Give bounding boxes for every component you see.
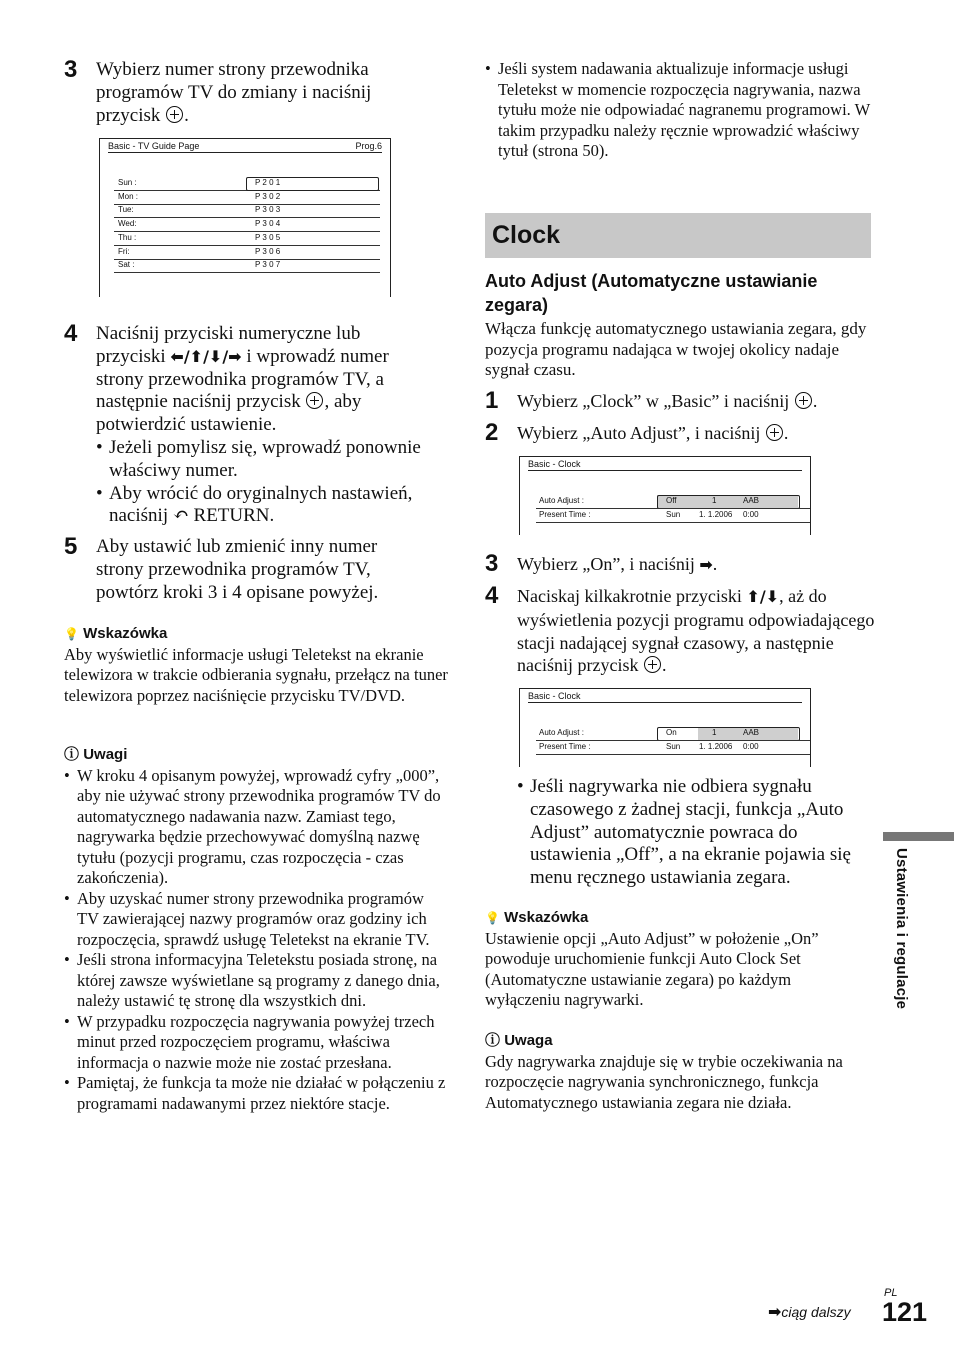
page-number-cell: P 3 0 7	[255, 260, 281, 270]
step-number: 4	[485, 582, 499, 609]
guide-row	[114, 232, 380, 246]
step-number: 2	[485, 419, 499, 446]
list-item: • Jeśli system nadawania aktualizuje informacje usługi Teletekst w momencie rozpoczęcia nagrywania, nazwa tytułu może nie odpowiadać nagranemu programowi. W takim przypadku należy ręcznie wprowadzić właściwy tytuł (strona 50).	[485, 59, 875, 162]
list-item: • Jeżeli pomylisz się, wprowadź ponownie właściwy numer.	[96, 437, 451, 483]
enter-button-icon	[306, 392, 323, 409]
lightbulb-icon: 💡	[64, 627, 79, 641]
step-number: 3	[64, 56, 78, 83]
page-number-cell: P 3 0 5	[255, 232, 281, 242]
list-item: • Jeśli nagrywarka nie odbiera sygnału czasowego z żadnej stacji, funkcja „Auto Adjust” automatycznie powraca do ustawienia „Off”, a na ekranie pojawia się menu ręcznego ustawiania zegara.	[517, 776, 869, 890]
value-cell: 1	[712, 728, 717, 737]
day-label: Mon :	[118, 191, 139, 201]
tip-text: Ustawienie opcji „Auto Adjust” w położenie „On” powoduje uruchomienie funkcji Auto Clock Set (Automatyczne ustawianie zegara) po każdym wyłączeniu nagrywarki.	[485, 928, 819, 1009]
section-title: Clock	[492, 221, 561, 249]
tv-guide-screen	[99, 138, 391, 297]
screen-title: Basic - Clock	[528, 459, 581, 469]
step-number: 3	[485, 550, 499, 577]
arrow-buttons-icon: ⬅/⬆/⬇/➡	[170, 346, 242, 366]
screen-title: Basic - TV Guide Page	[108, 141, 200, 151]
value-cell: Sun	[666, 742, 681, 751]
section-banner	[485, 213, 871, 258]
tip-text: Aby wyświetlić informacje usługi Teletekst na ekranie telewizora w trakcie odbierania sygnału, przełącz na tuner telewizora poprzez naciśnięcie przycisku TV/DVD.	[64, 644, 448, 705]
enter-button-icon	[644, 656, 661, 673]
step-text: Wybierz „Auto Adjust”, i naciśnij .	[517, 423, 789, 443]
list-item: • Pamiętaj, że funkcja ta może nie działać w połączeniu z programami nadawanymi przez niektóre stacje.	[64, 1073, 449, 1114]
page-number-cell: P 3 0 4	[255, 219, 281, 229]
list-item: • Aby wrócić do oryginalnych nastawień, naciśnij ↶ RETURN.	[96, 483, 451, 529]
note-text: Gdy nagrywarka znajduje się w trybie oczekiwania na rozpoczęcie nagrywania synchronicznego, funkcja Automatycznego ustawiania zegara nie działa.	[485, 1051, 843, 1112]
clock-bullet	[517, 776, 869, 890]
subheading: Auto Adjust (Automatyczne ustawianie zegara)	[485, 271, 818, 315]
language-code: PL	[884, 1287, 898, 1299]
notes-icon: ⓘ	[64, 746, 80, 763]
sidebar-label: Ustawienia i regulacje	[893, 848, 910, 1010]
value-cell: AAB	[743, 496, 760, 505]
right-arrow-icon: ➡	[768, 1302, 782, 1321]
lightbulb-icon: 💡	[485, 911, 500, 925]
clock-screen-on	[519, 688, 811, 767]
up-down-arrows-icon: ⬆/⬇	[746, 587, 780, 606]
row-label: Auto Adjust :	[539, 728, 584, 737]
step-text: Wybierz „Clock” w „Basic” i naciśnij .	[517, 391, 818, 411]
step-text: Wybierz numer strony przewodnika programów TV do zmiany i naciśnij przycisk .	[96, 59, 372, 126]
step-number: 4	[64, 320, 78, 347]
guide-row	[114, 191, 380, 205]
screen-title: Basic - Clock	[528, 691, 581, 701]
step-text: Wybierz „On”, i naciśnij ➡.	[517, 554, 718, 574]
value-cell: 0:00	[743, 742, 759, 751]
tip-box: 💡 Wskazówka Aby wyświetlić informacje usługi Teletekst na ekranie telewizora w trakcie odbierania sygnału, przełącz na tuner telewizora poprzez naciśnięcie przycisku TV/DVD.	[64, 625, 448, 705]
enter-button-icon	[795, 392, 812, 409]
guide-row	[114, 204, 380, 218]
list-item: • W przypadku rozpoczęcia nagrywania powyżej trzech minut przed rozpoczęciem programu, właściwa informacja o nazwie może nie zostać przesłana.	[64, 1012, 449, 1074]
row-label: Auto Adjust :	[539, 496, 584, 505]
screen-header	[528, 459, 802, 471]
value-cell: Off	[666, 496, 677, 505]
return-icon: ↶	[172, 505, 189, 527]
value-cell: 1. 1.2006	[699, 742, 733, 751]
clock-screen-off	[519, 456, 811, 535]
screen-prog: Prog.6	[355, 141, 382, 151]
guide-row	[114, 259, 380, 273]
day-label: Fri:	[118, 246, 130, 256]
step-text: Naciśnij przyciski numeryczne lub przyciski ⬅/⬆/⬇/➡ i wprowadź numer strony przewodnika programów TV, a następnie naciśnij przycisk , aby potwierdzić ustawienie. • Jeżeli pomylisz się, wprowadź ponownie właściwy numer. • Aby wrócić do oryginalnych nastawień, naciśnij ↶ RETURN.	[96, 323, 451, 528]
notes-box: ⓘ Uwagi • W kroku 4 opisanym powyżej, wprowadź cyfry „000”, aby nie używać strony przewodnika programów TV do automatycznego nadawania nazw. Zamiast tego, nagrywarka będzie przechowywać domyślną nazwę tytułu (pozycji programu, czas rozpoczęcia - czas zakończenia). • Aby uzyskać numer strony przewodnika programów TV zawierającej nazwy programów oraz godziny ich rozpoczęcia, sprawdź usługę Teletekst na ekranie TV. • Jeśli strona informacyjna Teletekstu posiada stronę, na której zawsze wyświetlane są programy z danego dnia, należy ustawić tę stronę dla wszystkich dni. • W przypadku rozpoczęcia nagrywania powyżej trzech minut przed rozpoczęciem programu, właściwa informacja o nazwie może nie zostać przesłana. • Pamiętaj, że funkcja ta może nie działać w połączeniu z programami nadawanymi przez niektóre stacje.	[64, 745, 449, 1114]
row-label: Present Time :	[539, 742, 591, 751]
note-box: ⓘ Uwaga Gdy nagrywarka znajduje się w trybie oczekiwania na rozpoczęcie nagrywania synchronicznego, funkcja Automatycznego ustawiania zegara nie działa.	[485, 1031, 870, 1113]
guide-row	[114, 218, 380, 232]
guide-row	[114, 246, 380, 260]
notes-icon: ⓘ	[485, 1032, 501, 1049]
value-cell: Sun	[666, 510, 681, 519]
list-item: • Aby uzyskać numer strony przewodnika programów TV zawierającej nazwy programów oraz godziny ich rozpoczęcia, sprawdź usługę Teletekst na ekranie TV.	[64, 889, 449, 951]
screen-header	[108, 141, 382, 153]
day-label: Wed:	[118, 219, 137, 229]
step-number: 1	[485, 387, 499, 414]
top-bullet	[485, 59, 875, 162]
list-item: • Jeśli strona informacyjna Teletekstu posiada stronę, na której zawsze wyświetlane są programy z danego dnia, należy ustawić tę stronę dla wszystkich dni.	[64, 950, 449, 1012]
value-cell: On	[666, 728, 677, 737]
continued-note: ➡ciąg dalszy	[768, 1302, 851, 1321]
enter-button-icon	[766, 424, 783, 441]
page-number-cell: P 2 0 1	[255, 178, 281, 187]
step-text: Aby ustawić lub zmienić inny numer strony przewodnika programów TV, powtórz kroki 3 i 4 opisane powyżej.	[96, 536, 379, 603]
selected-field	[246, 177, 379, 191]
value-cell: 1	[712, 496, 717, 505]
value-cell: 1. 1.2006	[699, 510, 733, 519]
day-label: Tue:	[118, 205, 134, 215]
page-number-cell: P 3 0 3	[255, 205, 281, 215]
right-arrow-icon: ➡	[699, 555, 713, 574]
value-cell: AAB	[743, 728, 760, 737]
list-item: • W kroku 4 opisanym powyżej, wprowadź cyfry „000”, aby nie używać strony przewodnika programów TV do automatycznego nadawania nazw. Zamiast tego, nagrywarka będzie przechowywać domyślną nazwę tytułu (pozycji programu, czas rozpoczęcia - czas zakończenia).	[64, 766, 449, 889]
page-number-cell: P 3 0 6	[255, 246, 281, 256]
day-label: Sun :	[118, 178, 137, 187]
step-number: 5	[64, 533, 78, 560]
row-label: Present Time :	[539, 510, 591, 519]
enter-button-icon	[166, 106, 183, 123]
sidebar-tab-marker	[883, 832, 954, 841]
screen-header	[528, 691, 802, 703]
step-text: Naciskaj kilkakrotnie przyciski ⬆/⬇, aż do wyświetlenia pozycji programu odpowiadającego stacji nadającej sygnał czasowy, a następnie naciśnij przycisk .	[517, 586, 875, 676]
value-cell: 0:00	[743, 510, 759, 519]
page-number-cell: P 3 0 2	[255, 191, 281, 201]
day-label: Sat :	[118, 260, 135, 270]
day-label: Thu :	[118, 232, 137, 242]
tip-box: 💡 Wskazówka Ustawienie opcji „Auto Adjust” w położenie „On” powoduje uruchomienie funkcji Auto Clock Set (Automatyczne ustawianie zegara) po każdym wyłączeniu nagrywarki.	[485, 908, 870, 1011]
page-number: 121	[882, 1297, 928, 1327]
intro-text: Włącza funkcję automatycznego ustawiania zegara, gdy pozycja programu nadająca w twojej okolicy nadaje sygnał czasu.	[485, 319, 867, 379]
